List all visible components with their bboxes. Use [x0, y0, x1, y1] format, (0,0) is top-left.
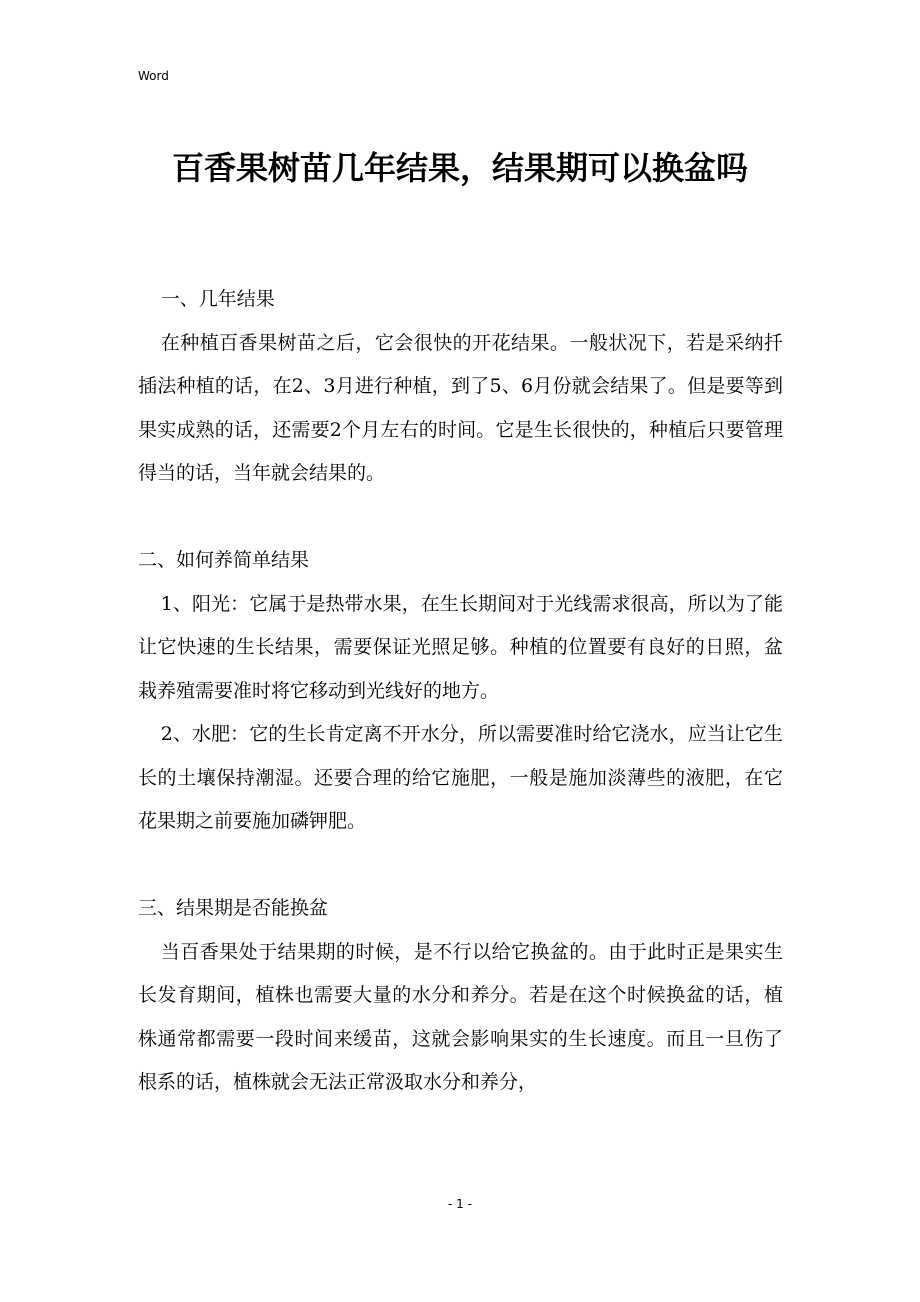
section-heading: 一、几年结果 [160, 288, 275, 310]
body-paragraph: 1、阳光：它属于是热带水果，在生长期间对于光线需求很高，所以为了能让它快速的生长结果，需要保证光照足够。种植的位置要有良好的日照，盆栽养殖需要准时将它移动到光线好的地方。 [138, 592, 783, 702]
section-gap [138, 844, 783, 888]
section-heading: 二、如何养简单结果 [138, 549, 310, 571]
body-paragraph: 2、水肥：它的生长肯定离不开水分，所以需要准时给它浇水，应当让它生长的土壤保持潮湿。还要合理的给它施肥，一般是施加淡薄些的液肥，在它花果期之前要施加磷钾肥。 [138, 723, 783, 832]
section-gap [138, 496, 783, 540]
header-label: Word [138, 69, 169, 83]
document-body [138, 278, 783, 1105]
section-heading: 三、结果期是否能换盆 [138, 897, 329, 919]
document-title: 百香果树苗几年结果，结果期可以换盆吗 [171, 149, 748, 187]
body-paragraph: 当百香果处于结果期的时候，是不行以给它换盆的。由于此时正是果实生长发育期间，植株也需要大量的水分和养分。若是在这个时候换盆的话，植株通常都需要一段时间来缓苗，这就会影响果实的生长速度。而且一旦伤了根系的话，植株就会无法正常汲取水分和养分， [138, 940, 783, 1093]
body-paragraph: 在种植百香果树苗之后，它会很快的开花结果。一般状况下，若是采纳扦插法种植的话，在2、3月进行种植，到了5、6月份就会结果了。但是要等到果实成熟的话，还需要2个月左右的时间。它是生长很快的，种植后只要管理得当的话，当年就会结果的。 [138, 331, 783, 484]
page-number: - 1 - [448, 1197, 472, 1211]
